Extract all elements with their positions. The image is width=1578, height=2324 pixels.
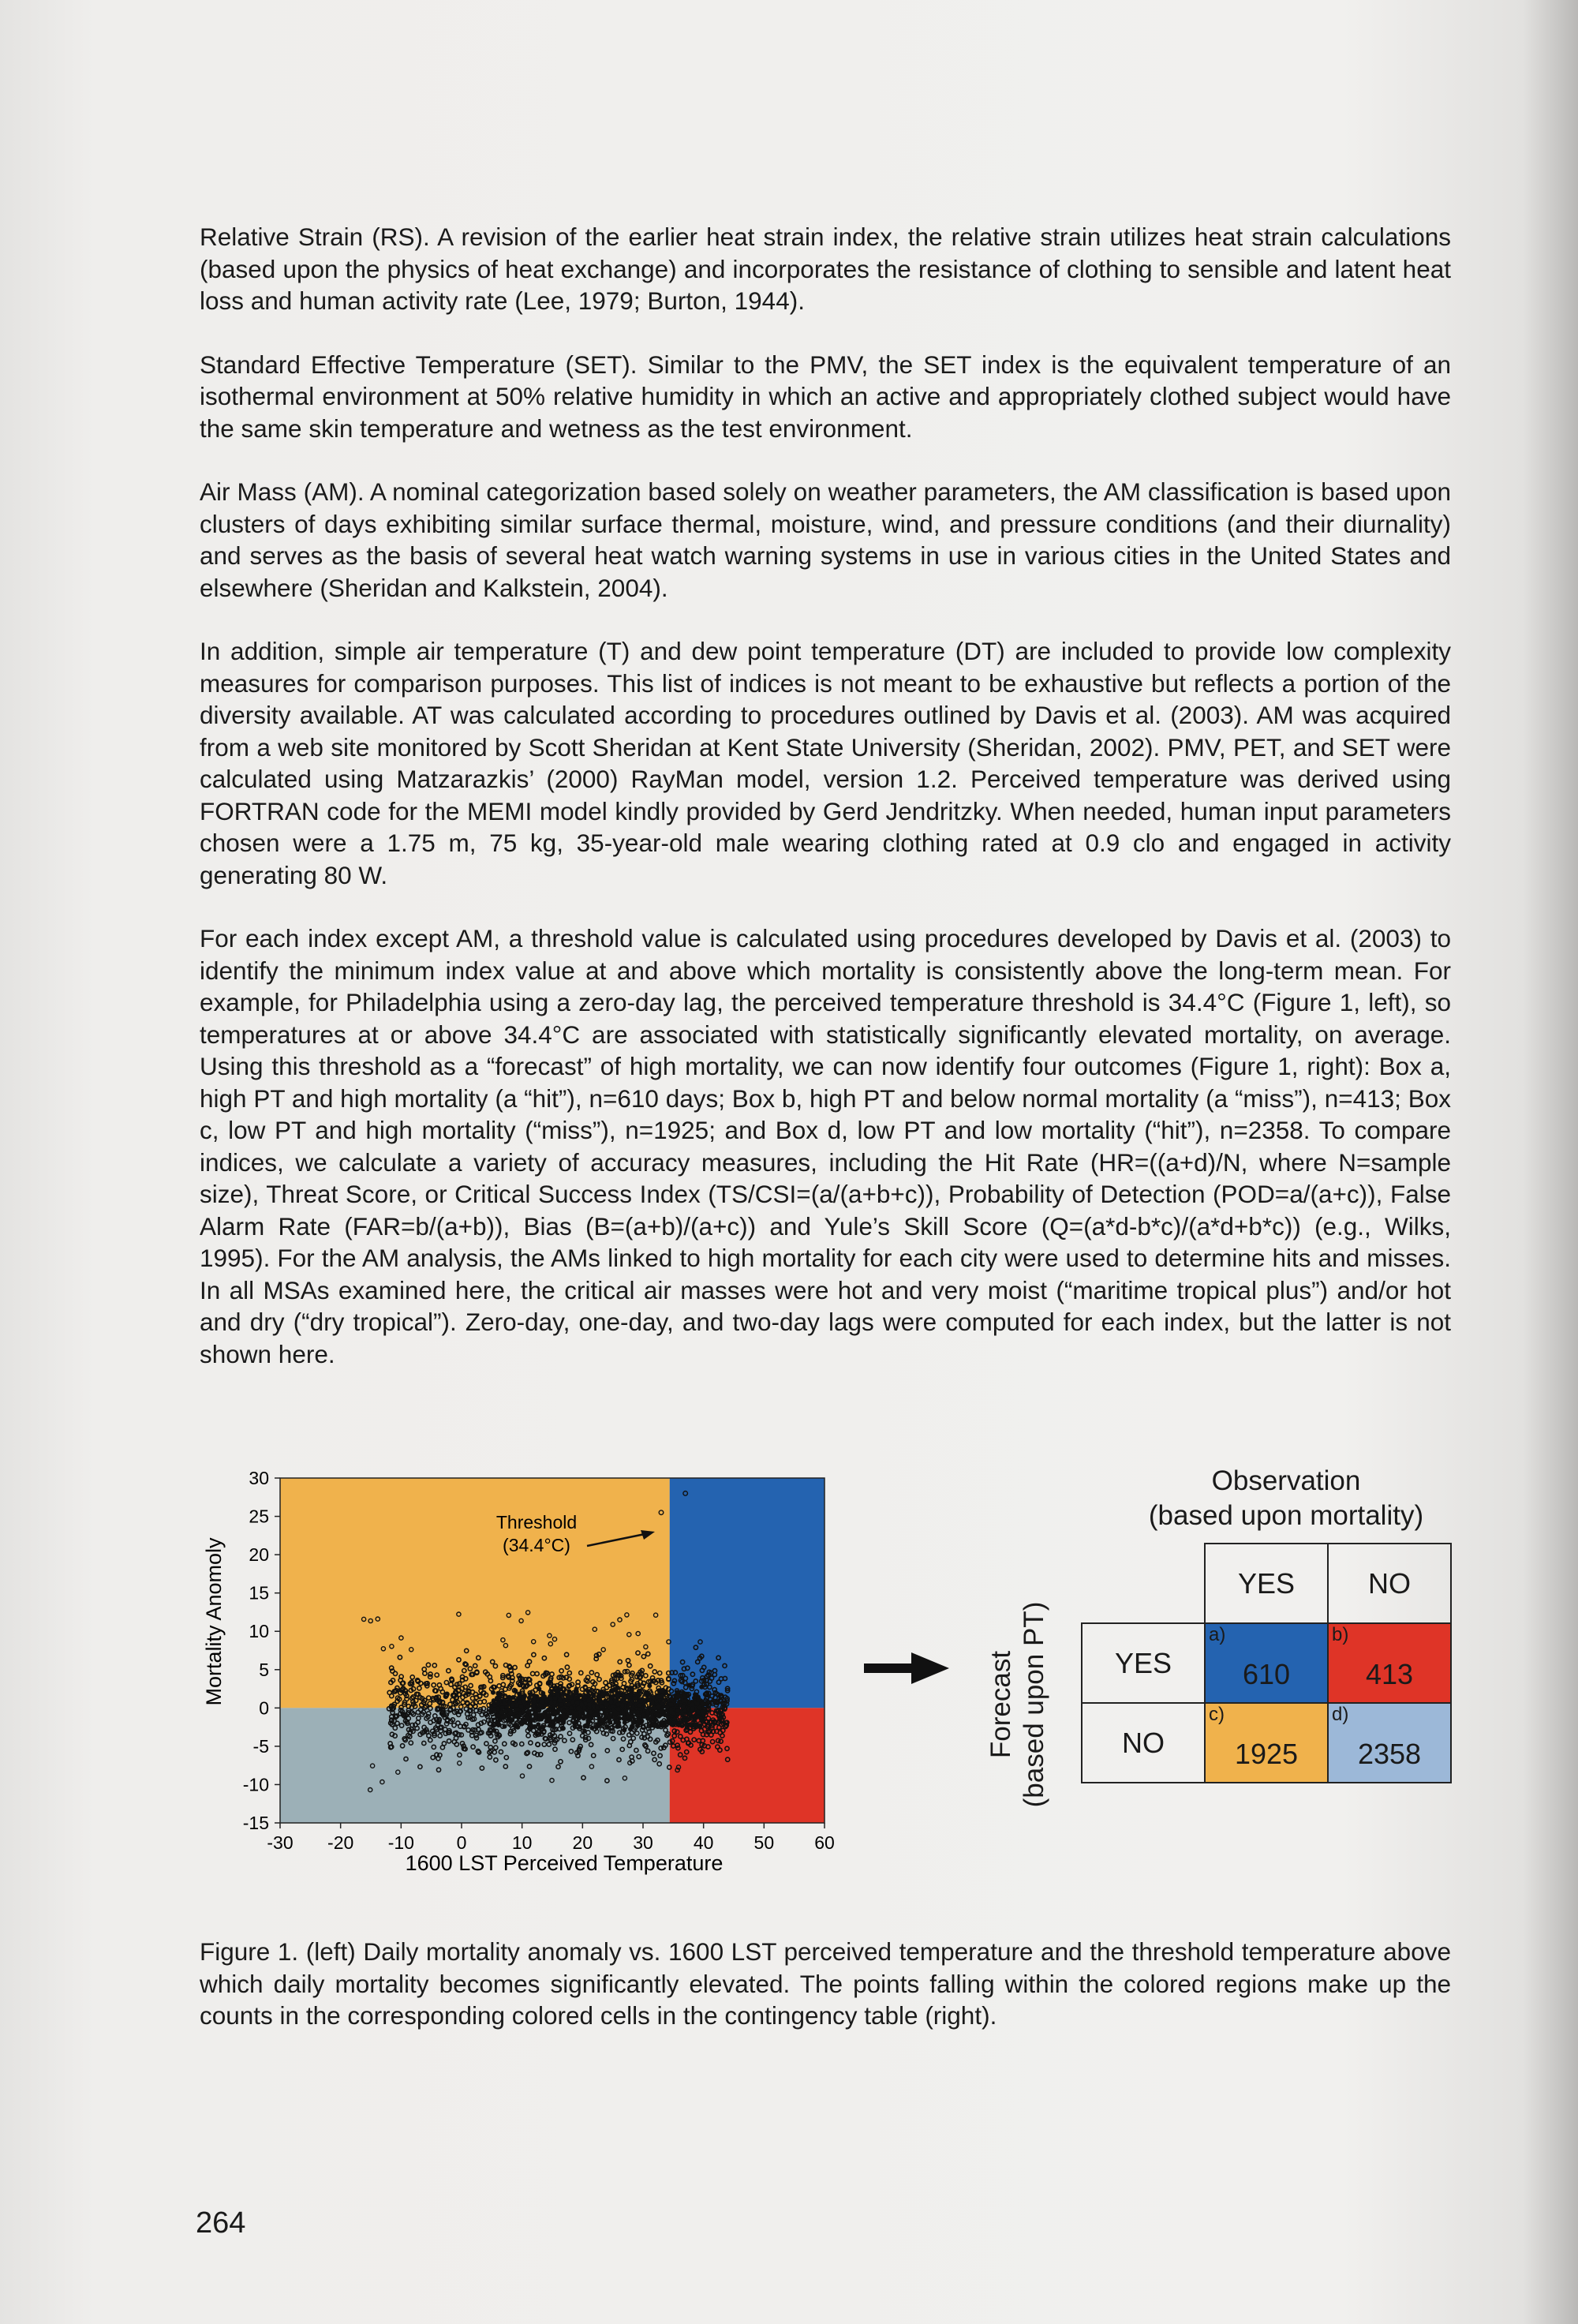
y-tick-label: 0 bbox=[259, 1697, 269, 1719]
data-point bbox=[635, 1723, 640, 1728]
data-point bbox=[583, 1723, 588, 1728]
data-point bbox=[515, 1725, 520, 1730]
cell-a: a) 610 bbox=[1205, 1623, 1328, 1703]
paragraph-set: Standard Effective Temperature (SET). Similar to the PMV, the SET index is the equivalent temperature of an isothermal environment at 50% relative humidity in which an active and appropriately clothed subject would have the same skin temperature and wetness as the test environment. bbox=[200, 350, 1451, 443]
data-point bbox=[496, 1722, 501, 1727]
data-point bbox=[666, 1715, 671, 1720]
data-point bbox=[530, 1704, 535, 1708]
data-point bbox=[623, 1720, 627, 1725]
data-point bbox=[549, 1701, 554, 1706]
data-point bbox=[646, 1697, 651, 1702]
data-point bbox=[591, 1693, 596, 1698]
paragraph-simple-indices: In addition, simple air temperature (T) and dew point temperature (DT) are included to provide low complexity measures for comparison purposes. This list of indices is not meant to be exhaustive but reflects a portion of the diversity available. AT was calculated according to procedures outlined by Davis et al. (2003). AM was acquired from a web site monitored by Scott Sheridan at Kent State University (Sheridan, 2002). PMV, PET, and SET were calculated using Matzarazkis’ (2000) RayMan model, version 1.2. Perceived temperature was derived using FORTRAN code for the MEMI model kindly provided by Gerd Jendritzky. When needed, human input parameters chosen were a 1.75 m, 75 kg, 35-year-old male wearing clothing rated at 0.9 clo and engaged in activity generating 80 W. bbox=[200, 637, 1451, 889]
data-point bbox=[593, 1712, 598, 1717]
paragraph-relative-strain: Relative Strain (RS). A revision of the earlier heat strain index, the relative strain utilizes heat strain calculations (based upon the physics of heat exchange) and incorporates the resistance of clothing to sensible and latent heat loss and human activity rate (Lee, 1979; Burton, 1944). bbox=[200, 223, 1451, 315]
x-tick-label: 50 bbox=[753, 1832, 775, 1853]
data-point bbox=[611, 1708, 615, 1712]
data-point bbox=[639, 1698, 644, 1703]
data-point bbox=[670, 1723, 675, 1727]
data-point bbox=[508, 1711, 513, 1716]
data-point bbox=[635, 1710, 640, 1715]
data-point bbox=[600, 1718, 605, 1723]
x-tick-label: -10 bbox=[387, 1832, 414, 1853]
data-point bbox=[537, 1708, 541, 1712]
data-point bbox=[492, 1728, 496, 1733]
data-point bbox=[687, 1683, 692, 1688]
data-point bbox=[557, 1707, 562, 1712]
data-point bbox=[587, 1702, 592, 1707]
data-point bbox=[632, 1696, 637, 1701]
cell-c: c) 1925 bbox=[1205, 1703, 1328, 1783]
data-point bbox=[570, 1700, 575, 1705]
data-point bbox=[491, 1723, 495, 1728]
data-point bbox=[645, 1710, 650, 1715]
data-point bbox=[647, 1683, 652, 1688]
data-point bbox=[644, 1690, 649, 1695]
data-point bbox=[508, 1697, 513, 1701]
data-point bbox=[513, 1689, 518, 1693]
data-point bbox=[690, 1707, 695, 1712]
data-point bbox=[514, 1714, 519, 1719]
data-point bbox=[496, 1713, 501, 1718]
paragraph-air-mass: Air Mass (AM). A nominal categorization based solely on weather parameters, the AM classification is based upon clusters of days exhibiting similar surface thermal, moisture, wind, and pressure conditions (and their diurnality) and serves as the basis of several heat watch warning systems in use in various cities in the United States and elsewhere (Sheridan and Kalkstein, 2004). bbox=[200, 477, 1451, 602]
data-point bbox=[624, 1708, 629, 1712]
data-point bbox=[569, 1709, 574, 1714]
scatter-figure bbox=[189, 1464, 852, 1890]
data-point bbox=[600, 1704, 604, 1708]
data-point bbox=[559, 1702, 564, 1707]
data-point bbox=[609, 1700, 614, 1705]
data-point bbox=[656, 1724, 661, 1729]
data-point bbox=[614, 1720, 619, 1724]
data-point bbox=[615, 1712, 619, 1716]
data-point bbox=[669, 1708, 674, 1712]
data-point bbox=[544, 1720, 549, 1724]
data-point bbox=[537, 1686, 541, 1691]
data-point bbox=[693, 1723, 697, 1727]
data-point bbox=[701, 1710, 705, 1715]
data-point bbox=[582, 1729, 587, 1734]
data-point bbox=[675, 1690, 679, 1695]
x-tick-label: 0 bbox=[456, 1832, 467, 1853]
data-point bbox=[631, 1720, 636, 1725]
data-point bbox=[513, 1707, 518, 1712]
figure-caption: Figure 1. (left) Daily mortality anomaly vs. 1600 LST perceived temperature and the threshold temperature above which daily mortality becomes significantly elevated. The points falling within the colored regions make up the counts in the corresponding colored cells in the contingency table (right). bbox=[200, 1937, 1451, 2030]
data-point bbox=[675, 1694, 680, 1699]
data-point bbox=[519, 1722, 524, 1727]
data-point bbox=[540, 1700, 545, 1705]
data-point bbox=[604, 1709, 609, 1714]
data-point bbox=[495, 1696, 499, 1701]
data-point bbox=[695, 1701, 700, 1706]
data-point bbox=[620, 1703, 625, 1708]
header-obs-yes: YES bbox=[1205, 1544, 1328, 1623]
data-point bbox=[514, 1703, 519, 1708]
data-point bbox=[503, 1724, 507, 1729]
data-point bbox=[540, 1725, 545, 1730]
x-axis-label: 1600 LST Perceived Temperature bbox=[405, 1851, 724, 1875]
data-point bbox=[656, 1694, 660, 1699]
data-point bbox=[528, 1720, 533, 1724]
data-point bbox=[636, 1719, 641, 1723]
data-point bbox=[684, 1722, 689, 1727]
data-point bbox=[532, 1699, 537, 1704]
cell-d: d) 2358 bbox=[1328, 1703, 1451, 1783]
data-point bbox=[566, 1695, 570, 1700]
data-point bbox=[676, 1723, 681, 1727]
header-obs-no: NO bbox=[1328, 1544, 1451, 1623]
data-point bbox=[651, 1709, 656, 1714]
data-point bbox=[594, 1725, 599, 1730]
right-arrow-icon bbox=[864, 1649, 951, 1689]
data-point bbox=[546, 1681, 551, 1686]
data-point bbox=[630, 1687, 634, 1692]
header-forecast-no: NO bbox=[1082, 1703, 1205, 1783]
data-point bbox=[650, 1701, 655, 1705]
data-point bbox=[551, 1723, 555, 1727]
data-point bbox=[675, 1708, 680, 1712]
y-tick-label: -5 bbox=[252, 1735, 269, 1757]
data-point bbox=[608, 1720, 612, 1725]
y-tick-label: -15 bbox=[242, 1813, 269, 1833]
data-point bbox=[498, 1692, 503, 1697]
x-tick-label: 20 bbox=[572, 1832, 593, 1853]
y-tick-label: -10 bbox=[242, 1774, 269, 1795]
data-point bbox=[590, 1726, 595, 1731]
data-point bbox=[646, 1706, 651, 1711]
observation-title: Observation (based upon mortality) bbox=[1148, 1465, 1424, 1531]
data-point bbox=[506, 1719, 510, 1723]
data-point bbox=[682, 1694, 686, 1699]
data-point bbox=[533, 1724, 537, 1729]
data-point bbox=[680, 1712, 685, 1716]
paragraph-threshold-method: For each index except AM, a threshold value is calculated using procedures developed by Davis et al. (2003) to identify the minimum index value at and above which mortality is consistently above the long-term mean. For example, for Philadelphia using a zero-day lag, the perceived temperature threshold is 34.4°C (Figure 1, left), so temperatures at or above 34.4°C are associated with statistically significantly elevated mortality, on average. Using this threshold as a “forecast” of high mortality, we can now identify four outcomes (Figure 1, right): Box a, high PT and high mortality (a “hit”), n=610 days; Box b, high PT and below normal mortality (a “miss”), n=413; Box c, low PT and high mortality (“miss”), n=1925; and Box d, low PT and low mortality (“hit”), n=2358. To compare indices, we calculate a variety of accuracy measures, including the Hit Rate (HR=((a+d)/N, where N=sample size), Threat Score, or Critical Success Index (TS/CSI=(a/(a+b+c)), Probability of Detection (POD=a/(a+c)), False Alarm Rate (FAR=b/(a+b)), Bias (B=(a+b)/(a+c)) and Yule’s Skill Score (Q=(a*d-b*c)/(a*d+b*c)) (e.g., Wilks, 1995). For the AM analysis, the AMs linked to high mortality for each city were used to determine hits and misses. In all MSAs examined here, the critical air masses were hot and very moist (“maritime tropical plus”) and/or hot and dry (“dry tropical”). Zero-day, one-day, and two-day lags were computed for each index, but the latter is not shown here. bbox=[200, 924, 1451, 1368]
table-corner bbox=[1082, 1544, 1205, 1623]
data-point bbox=[561, 1692, 566, 1697]
data-point bbox=[653, 1723, 657, 1728]
x-tick-label: -30 bbox=[267, 1832, 294, 1853]
x-tick-label: 40 bbox=[693, 1832, 714, 1853]
data-point bbox=[627, 1701, 632, 1706]
x-tick-label: 60 bbox=[814, 1832, 835, 1853]
x-tick-label: 30 bbox=[633, 1832, 653, 1853]
data-point bbox=[660, 1694, 664, 1699]
data-point bbox=[578, 1725, 582, 1730]
data-point bbox=[681, 1705, 686, 1709]
data-point bbox=[699, 1685, 704, 1690]
body-text bbox=[200, 221, 1451, 1402]
forecast-label: Forecast (based upon PT) bbox=[985, 1601, 1049, 1808]
data-point bbox=[616, 1702, 621, 1707]
data-point bbox=[526, 1704, 531, 1708]
data-point bbox=[610, 1694, 615, 1699]
data-point bbox=[525, 1716, 530, 1720]
data-point bbox=[567, 1702, 571, 1707]
data-point bbox=[519, 1705, 524, 1709]
data-point bbox=[615, 1693, 620, 1698]
data-point bbox=[555, 1693, 560, 1697]
contingency-figure bbox=[985, 1464, 1452, 1808]
data-point bbox=[573, 1724, 578, 1729]
data-point bbox=[574, 1712, 578, 1716]
x-tick-label: 10 bbox=[511, 1832, 533, 1853]
data-point bbox=[660, 1690, 665, 1694]
data-point bbox=[693, 1692, 697, 1697]
data-point bbox=[660, 1701, 665, 1706]
data-point bbox=[577, 1693, 581, 1698]
data-point bbox=[546, 1713, 551, 1718]
data-point bbox=[610, 1688, 615, 1693]
data-point bbox=[589, 1710, 593, 1715]
data-point bbox=[668, 1697, 673, 1702]
data-point bbox=[561, 1720, 566, 1725]
data-point bbox=[553, 1710, 558, 1715]
data-point bbox=[697, 1724, 702, 1729]
data-point bbox=[645, 1716, 650, 1721]
data-point bbox=[616, 1707, 621, 1712]
data-point bbox=[502, 1701, 507, 1706]
data-point bbox=[575, 1701, 580, 1705]
y-tick-label: 5 bbox=[259, 1659, 269, 1680]
data-point bbox=[699, 1716, 704, 1721]
data-point bbox=[628, 1692, 633, 1697]
data-point bbox=[621, 1716, 626, 1721]
y-tick-label: 20 bbox=[249, 1544, 269, 1566]
data-point bbox=[622, 1727, 626, 1732]
data-point bbox=[492, 1708, 497, 1712]
region-upper-right bbox=[670, 1478, 825, 1708]
data-point bbox=[696, 1710, 701, 1715]
cell-b: b) 413 bbox=[1328, 1623, 1451, 1703]
data-point bbox=[656, 1705, 661, 1710]
data-point bbox=[655, 1713, 660, 1718]
data-point bbox=[585, 1689, 590, 1693]
data-point bbox=[558, 1698, 563, 1703]
data-point bbox=[579, 1702, 584, 1707]
header-forecast-yes: YES bbox=[1082, 1623, 1205, 1703]
data-point bbox=[491, 1690, 495, 1695]
data-point bbox=[549, 1690, 554, 1695]
y-tick-label: 25 bbox=[249, 1506, 269, 1527]
data-point bbox=[576, 1706, 581, 1711]
data-point bbox=[526, 1709, 531, 1714]
threshold-label: Threshold bbox=[495, 1512, 578, 1532]
y-tick-label: 15 bbox=[249, 1582, 269, 1604]
data-point bbox=[540, 1691, 545, 1696]
data-point bbox=[528, 1692, 533, 1697]
data-point bbox=[561, 1713, 566, 1718]
data-point bbox=[586, 1698, 591, 1703]
data-point bbox=[604, 1702, 608, 1707]
data-point bbox=[626, 1715, 630, 1720]
data-point bbox=[608, 1716, 612, 1720]
data-point bbox=[601, 1691, 606, 1696]
y-tick-label: 10 bbox=[249, 1621, 269, 1642]
data-point bbox=[605, 1725, 610, 1730]
x-tick-label: -20 bbox=[327, 1832, 354, 1853]
y-axis-label: Mortality Anomoly bbox=[202, 1537, 226, 1706]
data-point bbox=[522, 1699, 526, 1704]
data-point bbox=[548, 1708, 552, 1712]
threshold-value-label: (34.4°C) bbox=[503, 1535, 570, 1555]
data-point bbox=[595, 1705, 600, 1710]
data-point bbox=[581, 1716, 586, 1720]
contingency-table bbox=[1081, 1543, 1452, 1783]
data-point bbox=[537, 1712, 542, 1717]
data-point bbox=[630, 1714, 635, 1719]
data-point bbox=[500, 1705, 505, 1710]
data-point bbox=[533, 1716, 538, 1720]
page-number: 264 bbox=[196, 2206, 246, 2240]
data-point bbox=[637, 1703, 641, 1708]
y-tick-label: 30 bbox=[249, 1468, 269, 1488]
data-point bbox=[697, 1697, 701, 1701]
data-point bbox=[669, 1702, 674, 1707]
data-point bbox=[561, 1726, 566, 1731]
